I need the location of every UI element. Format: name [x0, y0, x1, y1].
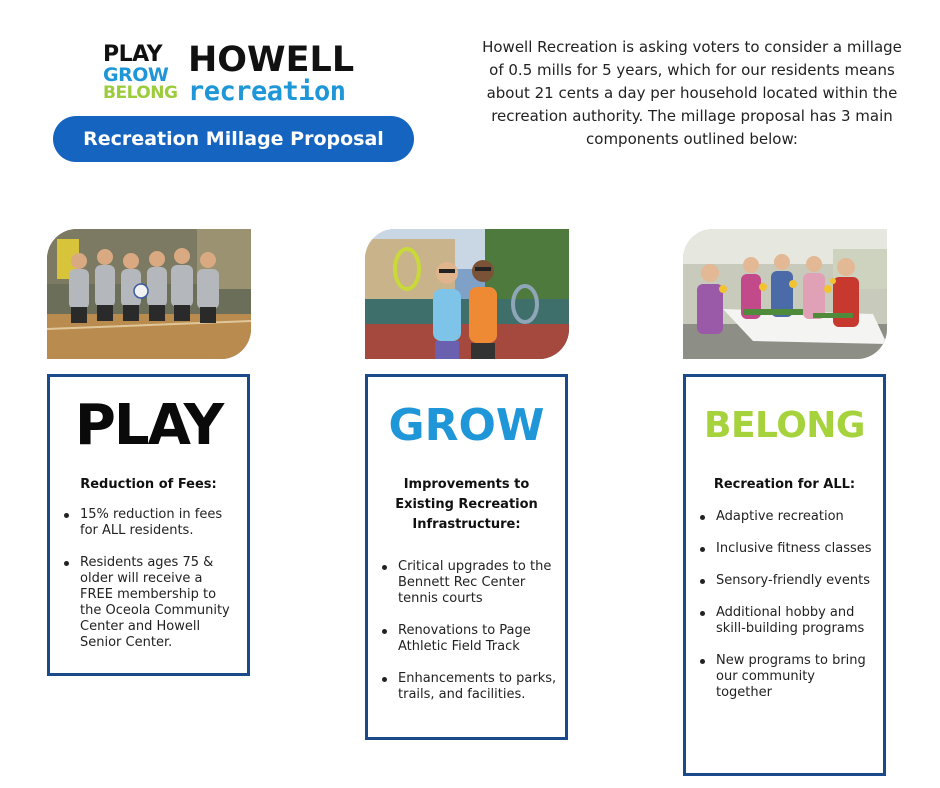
belong-card-subtitle: Recreation for ALL: — [713, 477, 856, 492]
list-item: Residents ages 75 & older will receive a FREE membership to the Oceola Community Center and Howell Senior Center. — [62, 555, 239, 651]
grow-card-list — [368, 559, 565, 703]
logo-tagline — [103, 44, 177, 102]
play-card-list — [50, 507, 247, 651]
volleyball-team-photo — [47, 229, 251, 359]
belong-card-title: BELONG — [704, 405, 865, 446]
logo-recreation-word: recreation — [188, 76, 346, 107]
grow-card-title: GROW — [388, 400, 545, 451]
list-item: Renovations to Page Athletic Field Track — [380, 623, 557, 655]
belong-card — [683, 374, 886, 776]
grow-card-subtitle: Improvements to Existing Recreation Infrastructure: — [395, 477, 538, 532]
list-item: Sensory-friendly events — [698, 573, 875, 589]
intro-paragraph: Howell Recreation is asking voters to consider a millage of 0.5 mills for 5 years, which for our residents means about 21 cents a day per household located within the recreation authority. The millage proposal has 3 main components outlined below: — [482, 38, 902, 148]
play-card-subtitle: Reduction of Fees: — [80, 477, 217, 492]
list-item: Adaptive recreation — [698, 509, 875, 525]
list-item: Critical upgrades to the Bennett Rec Center tennis courts — [380, 559, 557, 607]
logo-wordmark — [188, 42, 354, 106]
list-item: New programs to bring our community together — [698, 653, 875, 701]
list-item: Additional hobby and skill-building programs — [698, 605, 875, 637]
play-card — [47, 374, 250, 676]
list-item: Enhancements to parks, trails, and facilities. — [380, 671, 557, 703]
logo-play-word: PLAY — [103, 42, 162, 67]
list-item: Inclusive fitness classes — [698, 541, 875, 557]
play-card-title: PLAY — [74, 393, 223, 458]
logo-howell-word: HOWELL — [188, 40, 355, 80]
belong-card-list — [686, 509, 883, 701]
logo-belong-word: BELONG — [103, 83, 178, 103]
grow-card — [365, 374, 568, 740]
tennis-kids-photo — [365, 229, 569, 359]
millage-proposal-banner: Recreation Millage Proposal — [53, 116, 414, 162]
howell-recreation-logo — [103, 40, 373, 107]
logo-grow-word: GROW — [103, 64, 169, 86]
flower-arranging-photo — [683, 229, 887, 359]
list-item: 15% reduction in fees for ALL residents. — [62, 507, 239, 539]
